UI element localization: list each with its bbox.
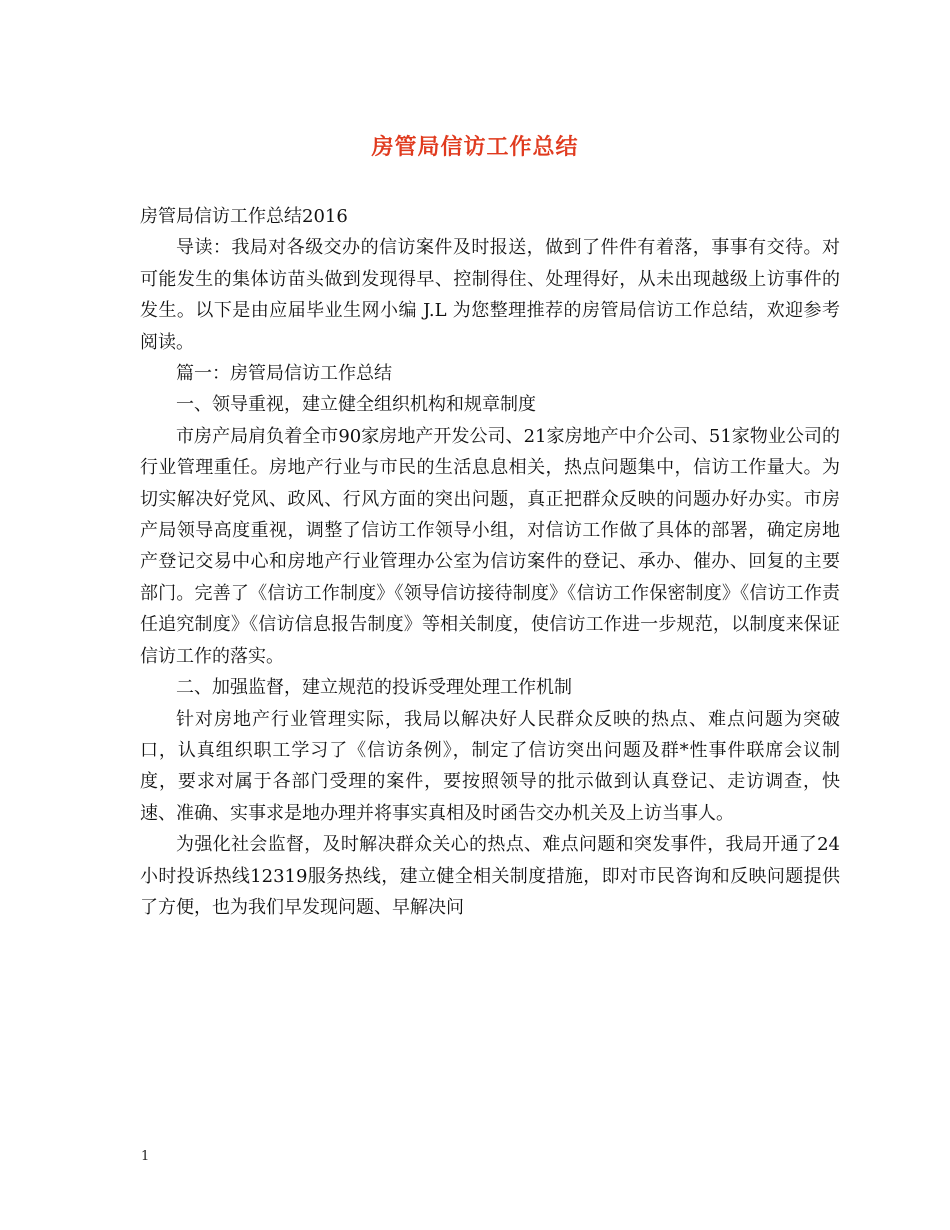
document-title: 房管局信访工作总结 xyxy=(371,134,579,160)
paragraph: 导读：我局对各级交办的信访案件及时报送，做到了件件有着落，事事有交待。对可能发生的集体访苗头做到发现得早、控制得住、处理得好，从未出现越级上访事件的发生。以下是由应届毕业生网小编 J.L 为您整理推荐的房管局信访工作总结，欢迎参考阅读。 xyxy=(140,237,840,353)
document-body xyxy=(140,201,840,923)
paragraph: 房管局信访工作总结2016 xyxy=(140,206,348,227)
paragraph: 市房产局肩负着全市90家房地产开发公司、21家房地产中介公司、51家物业公司的行业管理重任。房地产行业与市民的生活息息相关，热点问题集中，信访工作量大。为切实解决好党风、政风、行风方面的突出问题，真正把群众反映的问题办好办实。市房产局领导高度重视，调整了信访工作领导小组，对信访工作做了具体的部署，确定房地产登记交易中心和房地产行业管理办公室为信访案件的登记、承办、催办、回复的主要部门。完善了《信访工作制度》《领导信访接待制度》《信访工作保密制度》《信访工作责任追究制度》《信访信息报告制度》等相关制度，使信访工作进一步规范，以制度来保证信访工作的落实。 xyxy=(140,425,840,667)
paragraph: 为强化社会监督，及时解决群众关心的热点、难点问题和突发事件，我局开通了24小时投诉热线12319服务热线，建立健全相关制度措施，即对市民咨询和反映问题提供了方便，也为我们早发现问题、早解决问 xyxy=(140,834,840,918)
paragraph: 针对房地产行业管理实际，我局以解决好人民群众反映的热点、难点问题为突破口，认真组织职工学习了《信访条例》，制定了信访突出问题及群*性事件联席会议制度，要求对属于各部门受理的案件，要按照领导的批示做到认真登记、走访调查，快速、准确、实事求是地办理并将事实真相及时函告交办机关及上访当事人。 xyxy=(140,708,840,824)
section-heading: 篇一：房管局信访工作总结 xyxy=(176,363,392,385)
page-number: 1 xyxy=(141,1149,150,1164)
section-heading: 一、领导重视，建立健全组织机构和规章制度 xyxy=(176,394,536,416)
section-heading: 二、加强监督，建立规范的投诉受理处理工作机制 xyxy=(176,677,572,699)
